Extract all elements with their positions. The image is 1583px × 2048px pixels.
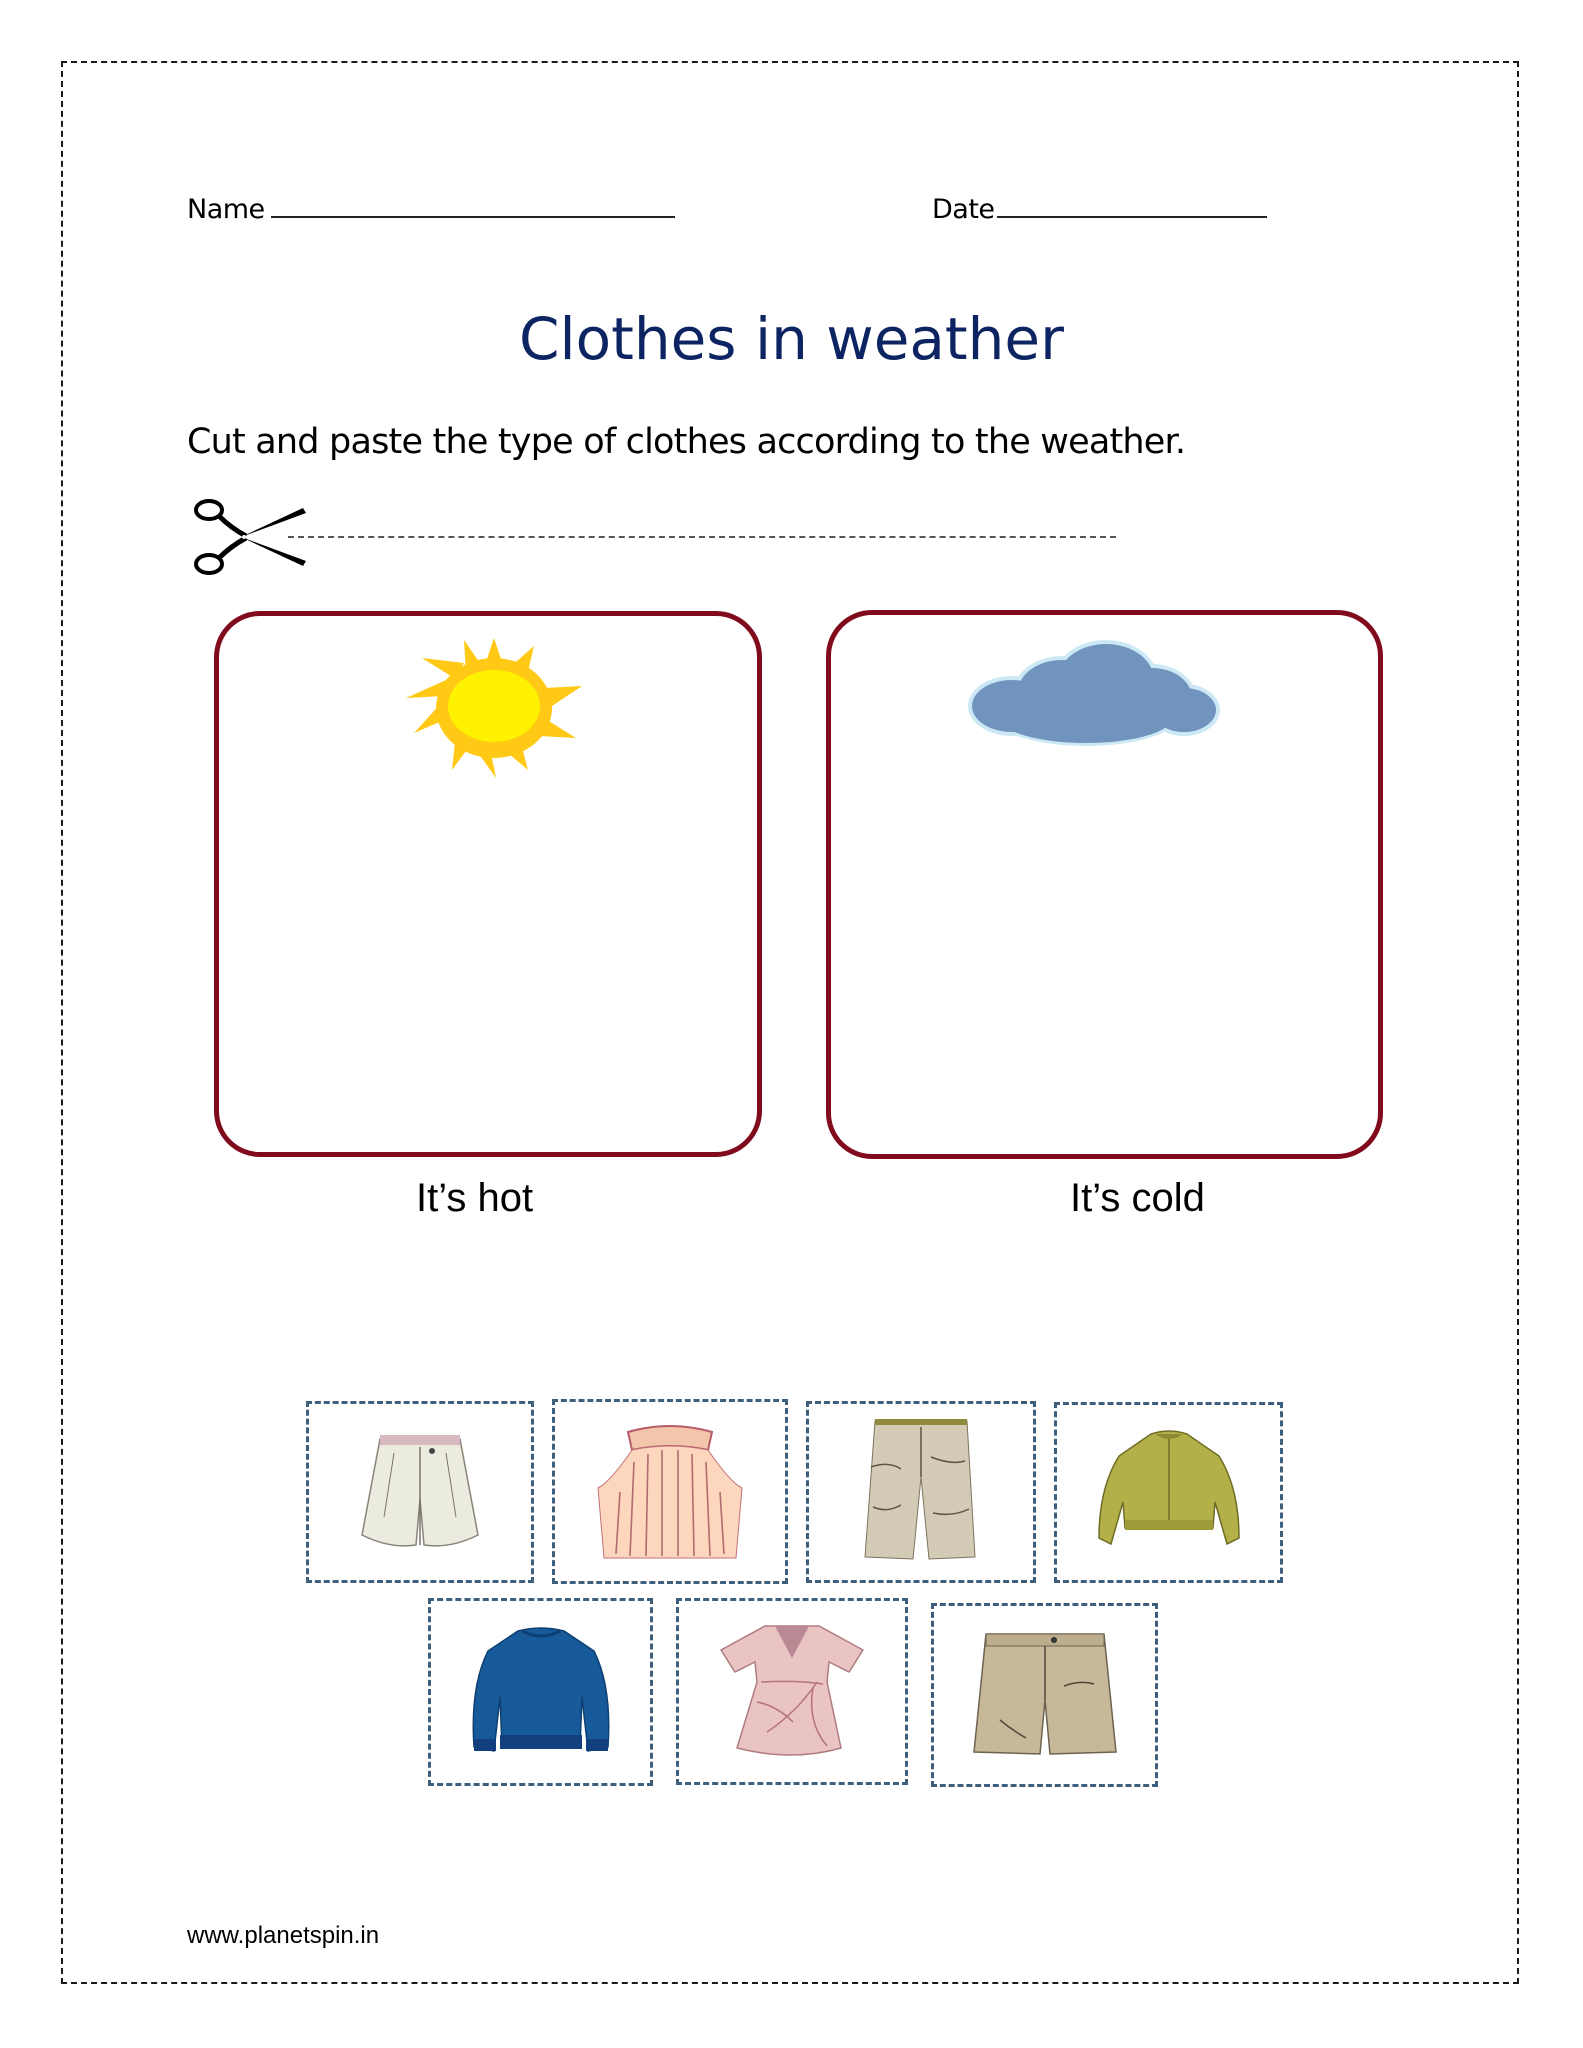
date-field[interactable]: [932, 190, 1267, 225]
date-blank-line[interactable]: [997, 190, 1267, 218]
cold-label: It’s cold: [1070, 1176, 1205, 1220]
instruction-text: Cut and paste the type of clothes according to the weather.: [187, 422, 1186, 462]
cutout-card-cargo-pants[interactable]: [806, 1401, 1036, 1583]
cloud-icon: [966, 640, 1222, 748]
cutout-card-bomber-jacket[interactable]: [1054, 1402, 1283, 1583]
name-label: Name: [187, 194, 265, 225]
cutout-card-sweatshirt[interactable]: [428, 1598, 653, 1786]
shorts-icon: [340, 1427, 500, 1557]
date-label: Date: [932, 194, 995, 225]
wrap-dress-icon: [717, 1622, 867, 1762]
cutout-card-wrap-dress[interactable]: [676, 1598, 908, 1785]
name-field[interactable]: [187, 190, 675, 225]
cutout-card-cream-shorts[interactable]: [306, 1401, 534, 1583]
halter-top-icon: [590, 1422, 750, 1562]
sweatshirt-icon: [466, 1627, 616, 1757]
name-blank-line[interactable]: [271, 190, 675, 218]
footer-website: www.planetspin.in: [187, 1922, 380, 1949]
page-title: Clothes in weather: [519, 305, 1064, 373]
jacket-icon: [1089, 1428, 1249, 1558]
cutout-card-halter-top[interactable]: [552, 1399, 788, 1584]
cut-line: [288, 536, 1116, 538]
hot-label: It’s hot: [416, 1176, 534, 1220]
capri-pants-icon: [861, 1417, 981, 1567]
cutout-card-khaki-shorts[interactable]: [931, 1603, 1158, 1787]
khaki-shorts-icon: [970, 1630, 1120, 1760]
sun-icon: [404, 638, 584, 778]
